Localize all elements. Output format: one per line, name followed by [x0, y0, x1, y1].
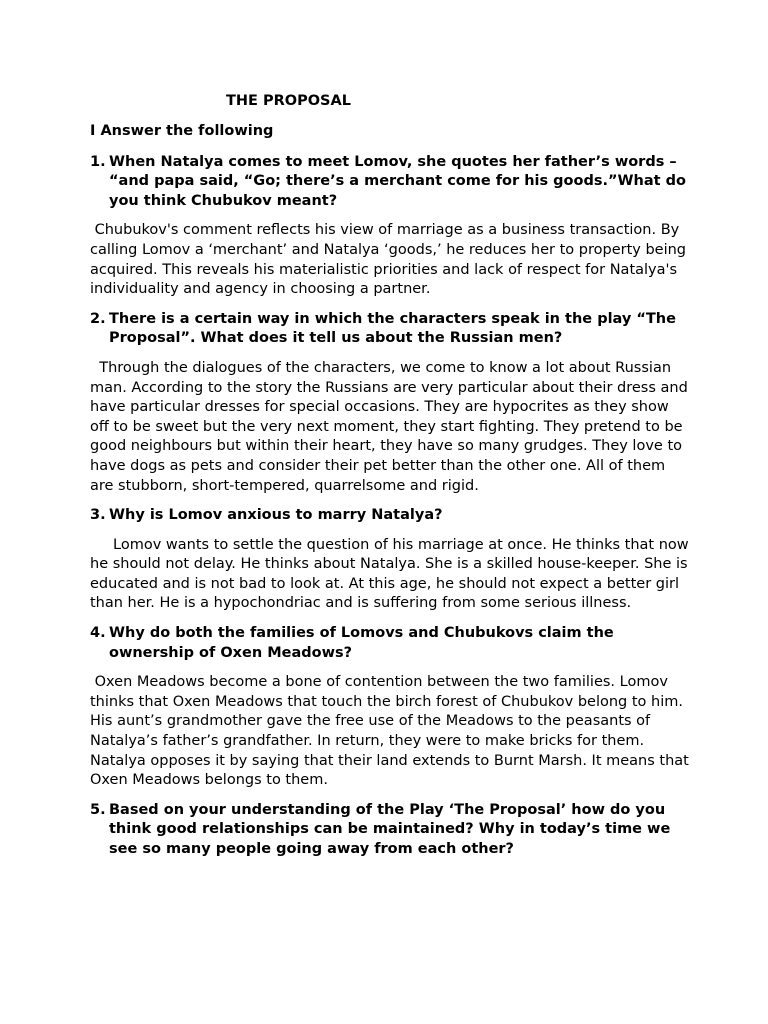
question-3	[90, 506, 690, 526]
instruction-heading: I Answer the following	[90, 123, 274, 139]
question-text: When Natalya comes to meet Lomov, she quotes her father’s words – “and papa said, “Go; there’s a merchant come for his goods.”What do you think Chubukov meant?	[109, 153, 686, 209]
question-1	[90, 153, 690, 212]
question-5	[90, 801, 690, 860]
answer-1: Chubukov's comment reflects his view of marriage as a business transaction. By calling Lomov a ‘merchant’ and Natalya ‘goods,’ he reduces her to property being acquired. This reveals his materialistic priorities and lack of respect for Natalya's individuality and agency in choosing a partner.	[90, 222, 691, 298]
answer-3: Lomov wants to settle the question of his marriage at once. He thinks that now he should not delay. He thinks about Natalya. She is a skilled house-keeper. She is educated and is not bad to look at. At this age, he should not expect a better girl than her. He is a hypochondriac and is suffering from some serious illness.	[90, 536, 694, 612]
document-title: THE PROPOSAL	[226, 93, 351, 109]
question-text: Why is Lomov anxious to marry Natalya?	[109, 507, 443, 524]
question-text: Why do both the families of Lomovs and Chubukovs claim the ownership of Oxen Meadows?	[109, 625, 614, 661]
answer-2: Through the dialogues of the characters, we come to know a lot about Russian man. According to the story the Russians are very particular about their dress and have particular dresses for special occasions. They are hypocrites as they show off to be sweet but the very next moment, they start fighting. They pretend to be good neighbours but within their heart, they have so many grudges. They love to have dogs as pets and consider their pet better than the other one. All of them are stubborn, short-tempered, quarrelsome and rigid.	[90, 359, 693, 494]
answer-4: Oxen Meadows become a bone of contention between the two families. Lomov thinks that Oxen Meadows that touch the birch forest of Chubukov belong to him. His aunt’s grandmother gave the free use of the Meadows to the peasants of Natalya’s father’s grandfather. In return, they were to make bricks for them. Natalya opposes it by saying that their land extends to Burnt Marsh. It means that Oxen Meadows belongs to them.	[90, 674, 694, 789]
question-text: Based on your understanding of the Play ‘The Proposal’ how do you think good relationships can be maintained? Why in today’s time we see so many people going away from each other?	[109, 801, 671, 857]
question-text: There is a certain way in which the characters speak in the play “The Proposal”. What does it tell us about the Russian men?	[109, 310, 676, 347]
question-number: 3.	[90, 507, 106, 524]
question-number: 2.	[90, 310, 106, 327]
question-2	[90, 310, 690, 349]
question-number: 1.	[90, 153, 106, 170]
document-body	[90, 122, 694, 870]
question-number: 5.	[90, 801, 106, 818]
question-4	[90, 624, 690, 663]
question-number: 4.	[90, 625, 106, 642]
